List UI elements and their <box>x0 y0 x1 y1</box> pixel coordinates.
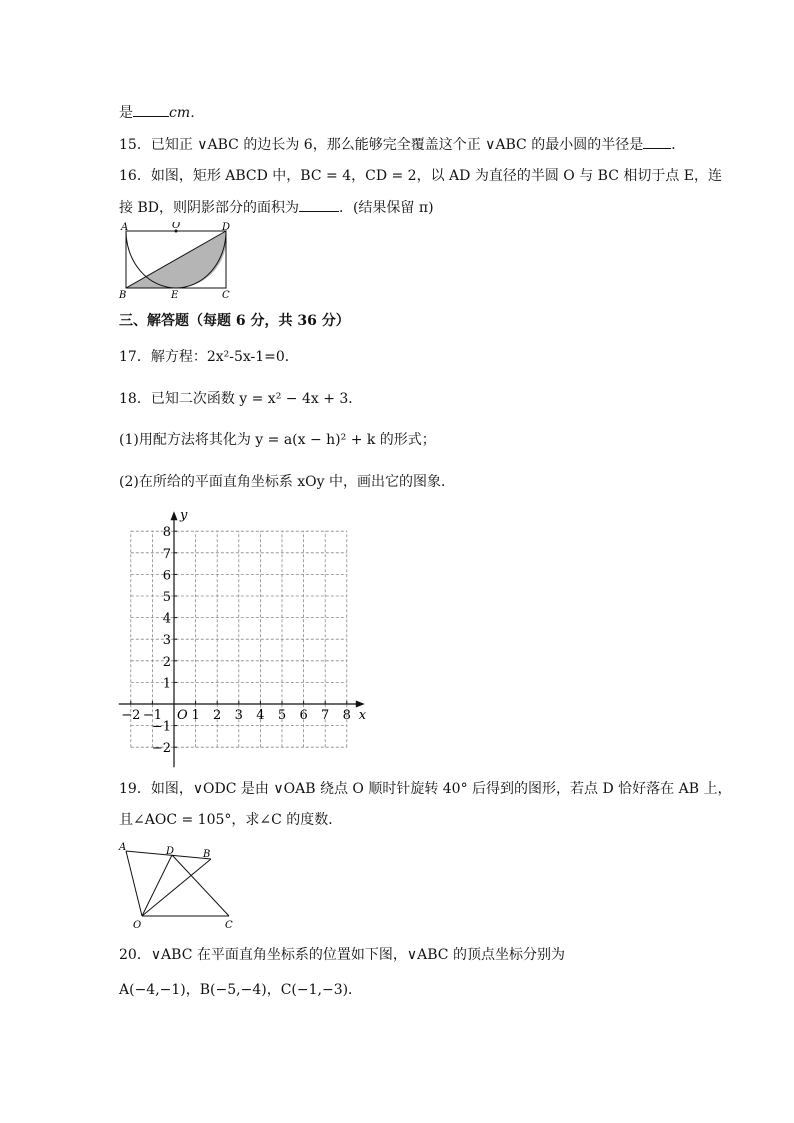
x-axis-label: x <box>358 708 367 723</box>
x-tick-label: 5 <box>277 708 287 723</box>
label-a: A <box>119 842 127 853</box>
question-19-line2: 且∠AOC = 105°，求∠C 的度数． <box>119 812 343 828</box>
answer-blank <box>643 136 671 149</box>
y-tick-label: 7 <box>162 546 171 562</box>
question-20-line1: 20．∨ABC 在平面直角坐标系的位置如下图，∨ABC 的顶点坐标分别为 <box>119 947 565 963</box>
label-o: O <box>172 222 181 231</box>
label-o: O <box>133 920 142 931</box>
label-e: E <box>171 290 179 301</box>
section-3-heading: 三、解答题（每题 6 分，共 36 分） <box>119 313 350 329</box>
q14-tail-unit: cm． <box>169 105 205 121</box>
x-tick-label: 6 <box>299 708 308 723</box>
label-c: C <box>222 290 230 301</box>
y-tick-label: 6 <box>162 568 171 584</box>
q14-tail <box>119 104 204 122</box>
segment-ob <box>142 859 211 916</box>
question-16-line2 <box>119 199 434 217</box>
x-tick-label: 1 <box>191 708 200 723</box>
answer-blank <box>299 199 339 212</box>
coordinate-grid <box>112 500 382 775</box>
figure-19 <box>116 838 244 934</box>
y-tick-label: −1 <box>151 719 171 735</box>
x-tick-label: 4 <box>256 708 265 723</box>
label-c: C <box>225 920 233 931</box>
label-d: D <box>166 846 175 857</box>
label-b: B <box>119 290 127 301</box>
label-b: B <box>203 849 211 860</box>
question-18-part-1: (1)用配方法将其化为 y = a(x − h)² + k 的形式； <box>119 432 436 448</box>
y-axis-arrow-icon <box>171 511 178 520</box>
question-19-line1: 19．如图，∨ODC 是由 ∨OAB 绕点 O 顺时针旋转 40° 后得到的图形，若点 D 恰好落在 AB 上， <box>119 781 732 797</box>
segment-oa <box>126 851 142 916</box>
x-tick-label: 7 <box>321 708 330 723</box>
y-tick-label: 1 <box>162 676 171 692</box>
x-tick-label: −2 <box>121 708 141 723</box>
y-tick-label: 5 <box>162 590 171 605</box>
y-tick-label: 2 <box>162 654 171 670</box>
segment-od <box>142 855 172 916</box>
label-d: D <box>222 222 231 233</box>
x-tick-label: 8 <box>342 708 351 723</box>
y-tick-label: 3 <box>162 633 171 649</box>
x-tick-label: −1 <box>142 708 162 723</box>
x-axis-arrow-icon <box>356 701 365 708</box>
q15-text: 15．已知正 ∨ABC 的边长为 6，那么能够完全覆盖这个正 ∨ABC 的最小圆的半径是 <box>119 137 644 153</box>
question-20-line2: A(−4,−1)，B(−5,−4)，C(−1,−3)． <box>119 982 363 998</box>
q16-text: 接 BD，则阴影部分的面积为 <box>119 200 299 216</box>
origin-label: O <box>177 708 188 723</box>
q16-note: ．(结果保留 π) <box>338 200 434 216</box>
question-18: 18．已知二次函数 y = x² − 4x + 3． <box>119 391 363 407</box>
y-tick-label: −2 <box>151 741 171 757</box>
x-tick-label: 3 <box>234 708 243 723</box>
segment-dc <box>172 855 229 916</box>
q14-tail-prefix: 是 <box>119 105 133 121</box>
q15-end: ． <box>671 137 686 153</box>
y-axis-label: y <box>180 508 188 524</box>
question-17: 17．解方程：2x²-5x-1=0． <box>119 349 299 365</box>
y-tick-label: 8 <box>162 525 171 541</box>
question-15 <box>119 136 685 154</box>
question-16-line1: 16．如图，矩形 ABCD 中，BC = 4，CD = 2，以 AD 为直径的半圆 O 与 BC 相切于点 E，连 <box>119 168 723 184</box>
figure-16 <box>118 222 236 302</box>
x-tick-label: 2 <box>213 708 222 723</box>
label-a: A <box>121 222 129 233</box>
answer-blank <box>133 104 169 117</box>
y-tick-label: 4 <box>162 611 171 627</box>
question-18-part-2: (2)在所给的平面直角坐标系 xOy 中，画出它的图象． <box>119 474 456 490</box>
